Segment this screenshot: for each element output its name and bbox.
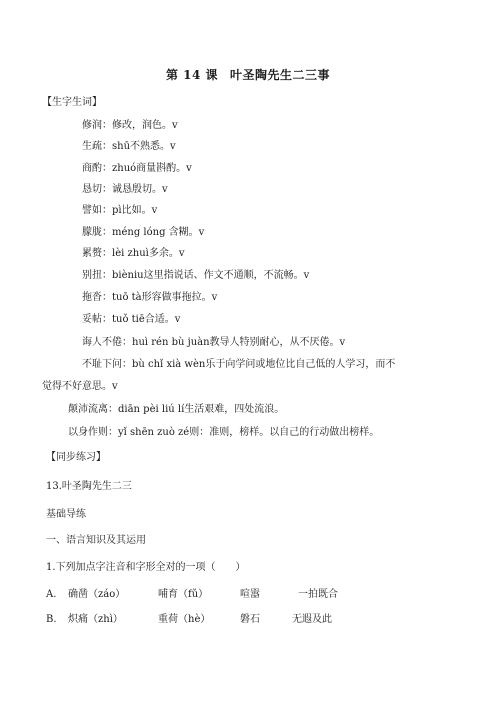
vocab-item: 妥帖：tuǒ tiē合适。v (82, 314, 181, 325)
lesson-name: 叶圣陶先生二三事 (230, 68, 331, 82)
option-b-item: 炽痛（zhì） (68, 614, 123, 625)
option-a-item: 喧嚣 (240, 589, 260, 600)
vocab-item: 诲人不倦：huì rén bù juàn教导人特别耐心，从不厌倦。v (82, 337, 346, 348)
option-b-item: 重荷（hè） (158, 614, 211, 625)
vocab-item: 朦胧：méng lóng 含糊。v (82, 227, 205, 238)
option-b-item: 磐石 (240, 614, 260, 625)
option-a-item: 一拍既合 (298, 589, 338, 600)
vocab-item: 生疏：shū不熟悉。v (82, 141, 176, 152)
vocab-item: 譬如：pì比如。v (82, 205, 158, 216)
option-a-item: 确凿（záo） (68, 589, 126, 600)
question-text: 1.下列加点字注音和字形全对的一项（ ） (46, 562, 246, 573)
option-a-item: 哺育（fǔ） (158, 589, 209, 600)
vocab-item: 以身作则：yǐ shēn zuò zé则：准则，榜样。以自己的行动做出榜样。 (68, 427, 380, 438)
option-b-letter: B. (46, 614, 57, 625)
option-b-item: 无遐及此 (292, 614, 332, 625)
option-a-letter: A. (46, 589, 57, 600)
page-title (0, 66, 496, 83)
vocab-item: 商酌：zhuó商量斟酌。v (82, 163, 192, 174)
vocab-item: 恳切：诚恳殷切。v (82, 184, 168, 195)
vocab-item: 累赘：lèi zhuì多余。v (82, 248, 185, 259)
lesson-number: 第 14 课 (165, 68, 219, 82)
vocab-item: 拖沓：tuō tà形容做事拖拉。v (82, 292, 218, 303)
vocab-item: 修润：修改，润色。v (82, 120, 178, 131)
practice-sub: 基础导练 (46, 509, 86, 520)
practice-part: 一、语言知识及其运用 (46, 535, 146, 546)
vocab-item: 别扭：bièniu这里指说话、作文不通顺，不流畅。v (82, 270, 310, 281)
vocab-item-continued: 觉得不好意思。v (42, 381, 118, 392)
practice-heading: 13.叶圣陶先生二三 (46, 481, 132, 492)
section-practice-heading: 【同步练习】 (46, 452, 106, 463)
vocab-item: 不耻下问：bù chǐ xià wèn乐于向学问或地位比自己低的人学习，而不 (82, 359, 396, 370)
section-vocab-heading: 【生字生词】 (42, 97, 102, 108)
vocab-item: 颠沛流离：diān pèi liú lí生活艰难，四处流浪。 (68, 404, 285, 415)
